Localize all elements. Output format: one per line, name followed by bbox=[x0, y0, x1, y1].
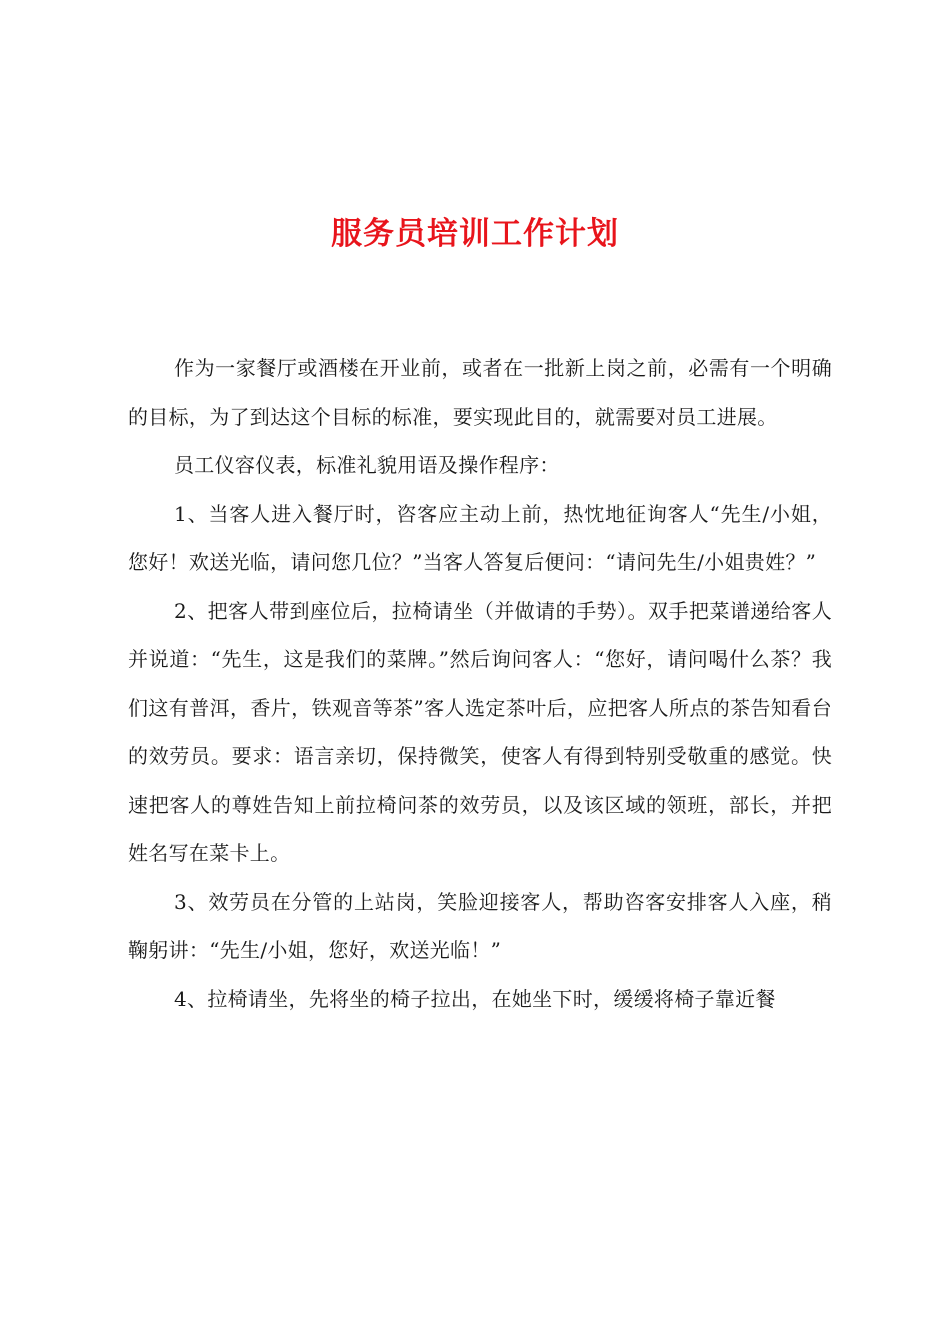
paragraph-step-3: 3、效劳员在分管的上站岗，笑脸迎接客人，帮助咨客安排客人入座，稍鞠躬讲：“先生/小姐，您好，欢送光临！” bbox=[128, 889, 832, 962]
document-title: 服务员培训工作计划 bbox=[331, 216, 619, 252]
paragraph-intro: 作为一家餐厅或酒楼在开业前，或者在一批新上岗之前，必需有一个明确的目标，为了到达这个目标的标准，要实现此目的，就需要对员工进展。 bbox=[128, 356, 832, 429]
paragraph-heading: 员工仪容仪表，标准礼貌用语及操作程序： bbox=[174, 453, 560, 477]
document-body bbox=[128, 344, 832, 1023]
paragraph-step-1: 1、当客人进入餐厅时，咨客应主动上前，热忱地征询客人“先生/小姐，您好！欢送光临，请问您几位？”当客人答复后便问：“请问先生/小姐贵姓？” bbox=[128, 501, 832, 574]
paragraph-step-4: 4、拉椅请坐，先将坐的椅子拉出，在她坐下时，缓缓将椅子靠近餐 bbox=[174, 986, 776, 1011]
paragraph-step-2: 2、把客人带到座位后，拉椅请坐（并做请的手势）。双手把菜谱递给客人并说道：“先生，这是我们的菜牌。”然后询问客人：“您好，请问喝什么茶？我们这有普洱，香片，铁观音等茶”客人选定茶叶后，应把客人所点的茶告知看台的效劳员。要求：语言亲切，保持微笑，使客人有得到特别受敬重的感觉。快速把客人的尊姓告知上前拉椅问茶的效劳员，以及该区域的领班，部长，并把姓名写在菜卡上。 bbox=[128, 598, 832, 865]
